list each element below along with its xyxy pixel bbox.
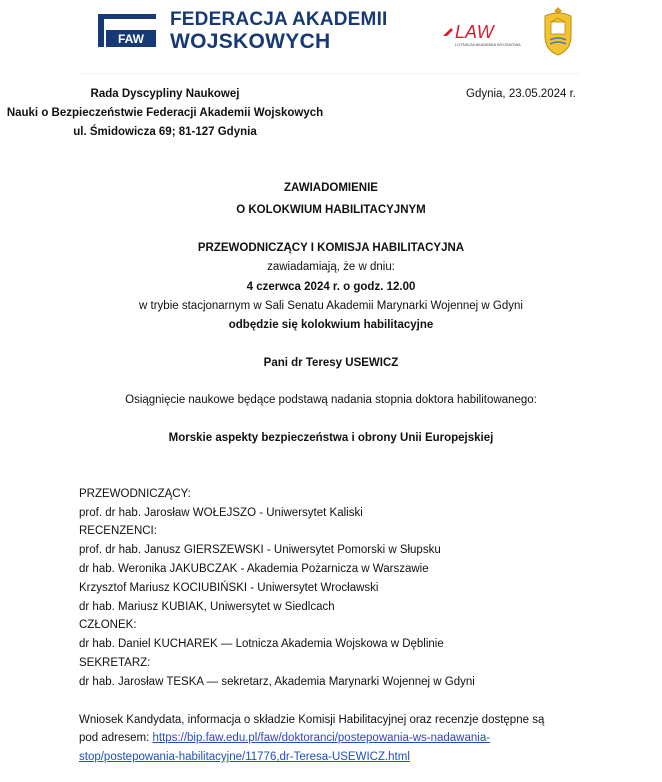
- faw-logo: [98, 12, 158, 52]
- faw-title-line2: WOJSKOWYCH: [170, 30, 331, 53]
- documents-link-part1[interactable]: https://bip.faw.edu.pl/faw/doktoranci/postepowania-ws-nadawania-: [152, 732, 491, 744]
- announcement-event: odbędzie się kolokwium habilitacyjne: [228, 319, 434, 331]
- chair-name: prof. dr hab. Jarosław WOŁEJSZO - Uniwersytet Kaliski: [79, 507, 363, 519]
- announcement-venue: w trybie stacjonarnym w Sali Senatu Akademii Marynarki Wojennej w Gdyni: [139, 300, 523, 312]
- secretary-name: dr hab. Jarosław TESKA — sekretarz, Akademia Marynarki Wojennej w Gdyni: [79, 676, 475, 688]
- sender-line3: ul. Śmidowicza 69; 81-127 Gdynia: [73, 126, 257, 138]
- reviewer-item: prof. dr hab. Janusz GIERSZEWSKI - Uniwersytet Pomorski w Słupsku: [79, 544, 441, 556]
- sender-line2: Nauki o Bezpieczeństwie Federacji Akademii Wojskowych: [6, 107, 324, 119]
- announcement-intro: zawiadamiają, że w dniu:: [267, 261, 395, 273]
- member-label: CZŁONEK:: [79, 619, 137, 631]
- announcement-date: 4 czerwca 2024 r. o godz. 12.00: [246, 281, 416, 293]
- candidate-name: Pani dr Teresy USEWICZ: [263, 357, 399, 369]
- reviewer-item: Krzysztof Mariusz KOCIUBIŃSKI - Uniwersytet Wrocławski: [79, 582, 379, 594]
- header-divider: [80, 73, 580, 74]
- footer-line2: [79, 731, 490, 745]
- crest-emblem: [541, 6, 575, 56]
- chair-label: PRZEWODNICZĄCY:: [79, 488, 191, 500]
- reviewer-item: dr hab. Weronika JAKUBCZAK - Akademia Pożarnicza w Warszawie: [79, 563, 429, 575]
- member-name: dr hab. Daniel KUCHAREK — Lotnicza Akademia Wojskowa w Dęblinie: [79, 638, 444, 650]
- law-logo-text: LAW: [455, 22, 494, 42]
- title-line1: ZAWIADOMIENIE: [284, 182, 378, 194]
- footer-address-prefix: pod adresem:: [79, 732, 153, 744]
- sender-line1: Rada Dyscypliny Naukowej: [90, 88, 240, 100]
- documents-link-part2[interactable]: stop/postepowania-habilitacyjne/11776,dr-Teresa-USEWICZ.html: [79, 751, 410, 763]
- achievement-title: Morskie aspekty bezpieczeństwa i obrony Unii Europejskiej: [168, 432, 494, 444]
- secretary-label: SEKRETARZ:: [79, 657, 151, 669]
- achievement-label: Osiągnięcie naukowe będące podstawą nadania stopnia doktora habilitowanego:: [125, 394, 537, 406]
- law-caption: LOTNICZA AKADEMIA WOJSKOWA: [455, 42, 521, 47]
- announcement-heading: PRZEWODNICZĄCY I KOMISJA HABILITACYJNA: [197, 242, 465, 254]
- faw-logo-text: FAW: [118, 32, 144, 46]
- reviewers-label: RECENZENCI:: [79, 525, 157, 537]
- footer-line1: Wniosek Kandydata, informacja o składzie Komisji Habilitacyjnej oraz recenzje dostępne są: [79, 714, 545, 726]
- reviewer-item: dr hab. Mariusz KUBIAK, Uniwersytet w Siedlcach: [79, 601, 335, 613]
- title-line2: O KOLOKWIUM HABILITACYJNYM: [236, 204, 426, 216]
- faw-title-line1: FEDERACJA AKADEMII: [170, 9, 388, 30]
- footer-line3: [79, 750, 410, 764]
- place-date: Gdynia, 23.05.2024 r.: [466, 88, 576, 100]
